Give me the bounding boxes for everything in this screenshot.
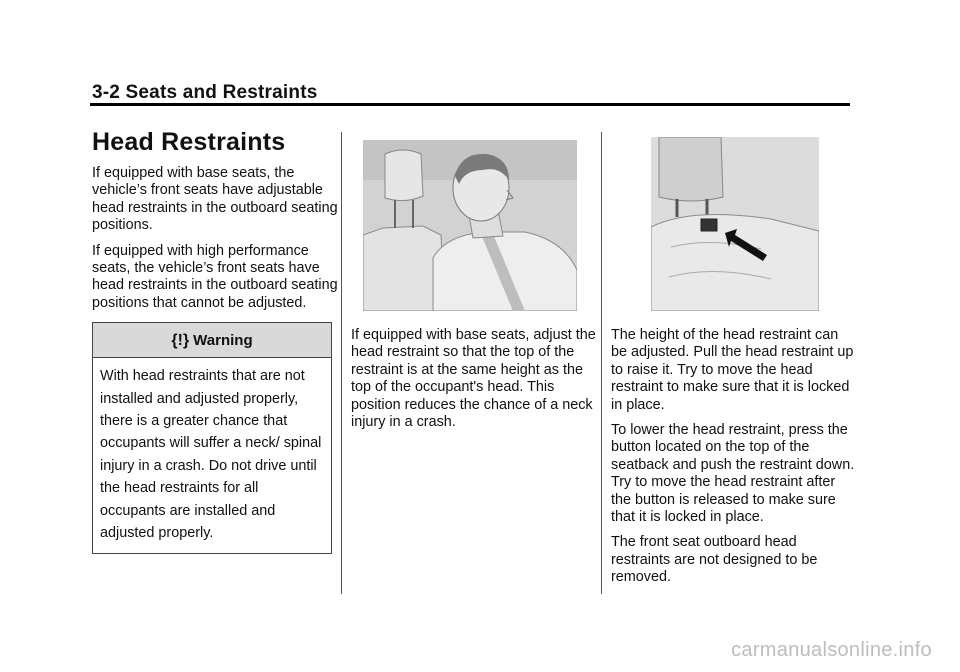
warning-icon: {!} [171, 331, 190, 349]
column-divider-2 [601, 132, 602, 594]
column-1 [92, 128, 338, 554]
warning-header [93, 323, 331, 358]
paragraph: If equipped with base seats, adjust the head restraint so that the top of the restraint is at the same height as the top of the occupant's head. This position reduces the chance of a neck injury in a crash. [351, 327, 596, 431]
column-3 [611, 128, 856, 595]
column-2 [351, 128, 596, 439]
paragraph: The front seat outboard head restraints are not designed to be removed. [611, 534, 818, 586]
paragraph: If equipped with base seats, the vehicle’s front seats have adjustable head restraints in the outboard seating positions. [92, 165, 338, 234]
section-title: Head Restraints [92, 128, 286, 156]
page-header: 3-2 Seats and Restraints [92, 82, 318, 103]
paragraph: To lower the head restraint, press the button located on the top of the seatback and push the restraint down. Try to move the head restraint after the button is released to make sure that it is locked in place. [611, 422, 855, 526]
warning-body: With head restraints that are not installed and adjusted properly, there is a greater chance that occupants will suffer a neck/ spinal injury in a crash. Do not drive until the head restraints for all occupants are installed and adjusted properly. [100, 368, 322, 542]
head-restraint-button-illustration [651, 137, 819, 311]
warning-title: Warning [193, 331, 253, 349]
watermark: carmanualsonline.info [731, 639, 932, 661]
occupant-head-restraint-illustration [363, 140, 577, 311]
paragraph: If equipped with high performance seats, the vehicle’s front seats have head restraints in the outboard seating positions that cannot be adjusted. [92, 242, 338, 311]
column-divider-1 [341, 132, 342, 594]
paragraph: The height of the head restraint can be adjusted. Pull the head restraint up to raise it. Try to move the head restraint to make sure that it is locked in place. [611, 327, 854, 413]
header-rule [90, 103, 850, 106]
warning-box [92, 322, 332, 553]
